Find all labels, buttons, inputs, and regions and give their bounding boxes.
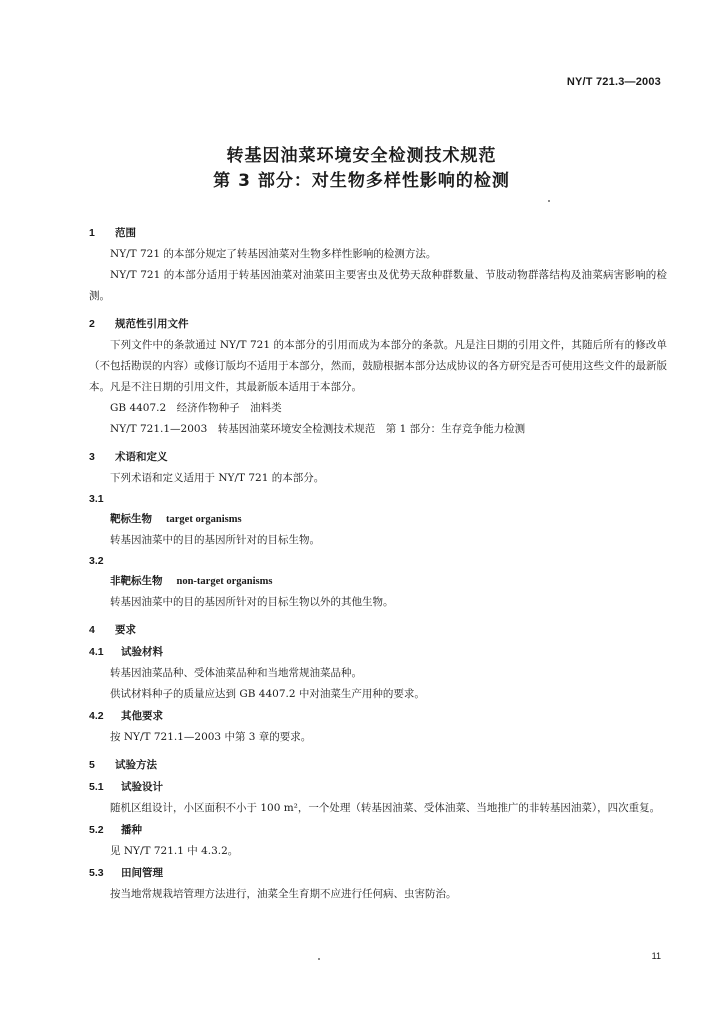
term-entry — [89, 509, 667, 530]
section-number: 3 — [89, 451, 95, 463]
subsection-heading — [89, 641, 667, 663]
section-number: 1 — [89, 227, 95, 239]
section-title: 要求 — [115, 624, 136, 636]
paragraph: 供试材料种子的质量应达到 GB 4407.2 中对油菜生产用种的要求。 — [110, 688, 425, 700]
subsection-title: 试验设计 — [121, 781, 163, 793]
standard-code: NY/T 721.3—2003 — [566, 76, 661, 88]
term-entry — [89, 571, 667, 592]
term-number: 3.2 — [89, 555, 104, 567]
term-en: target organisms — [166, 514, 242, 525]
section-title: 试验方法 — [115, 759, 157, 771]
paragraph: 随机区组设计，小区面积不小于 100 m²，一个处理（转基因油菜、受体油菜、当地推广的非转基因油菜），四次重复。 — [110, 802, 661, 814]
reference-item: NY/T 721.1—2003 转基因油菜环境安全检测技术规范 第 1 部分：生存竞争能力检测 — [110, 423, 526, 435]
section-title: 术语和定义 — [115, 451, 168, 463]
term-zh: 非靶标生物 — [110, 575, 163, 587]
term-en: non-target organisms — [176, 576, 273, 587]
subsection-heading — [89, 705, 667, 727]
section-number: 2 — [89, 318, 95, 330]
scan-speck — [548, 200, 550, 202]
term-zh: 靶标生物 — [110, 513, 152, 525]
subsection-heading — [89, 776, 667, 798]
paragraph: 下列术语和定义适用于 NY/T 721 的本部分。 — [110, 472, 325, 484]
paragraph: 转基因油菜品种、受体油菜品种和当地常规油菜品种。 — [110, 667, 362, 679]
subsection-title: 其他要求 — [121, 710, 163, 722]
subsection-title: 田间管理 — [121, 867, 163, 879]
section-heading — [89, 619, 667, 641]
section-heading — [89, 754, 667, 776]
paragraph: 下列文件中的条款通过 NY/T 721 的本部分的引用而成为本部分的条款。凡是注日期的引用文件，其随后所有的修改单（不包括勘误的内容）或修订版均不适用于本部分，然而，鼓励根据本部分达成协议的各方研究是否可使用这些文件的最新版本。凡是不注日期的引用文件，其最新版本适用于本部分。 — [89, 339, 667, 393]
paragraph: 按 NY/T 721.1—2003 中第 3 章的要求。 — [110, 731, 312, 743]
subsection-number: 5.3 — [89, 867, 104, 879]
document-body — [89, 222, 667, 905]
section-heading — [89, 222, 667, 244]
subsection-heading — [89, 819, 667, 841]
subsection-number: 5.1 — [89, 781, 104, 793]
section-title: 范围 — [115, 227, 136, 239]
subsection-number: 4.1 — [89, 646, 104, 658]
document-title: 转基因油菜环境安全检测技术规范 — [226, 146, 497, 166]
term-definition: 转基因油菜中的目的基因所针对的目标生物以外的其他生物。 — [110, 596, 394, 608]
subsection-number: 5.2 — [89, 824, 104, 836]
subsection-number: 4.2 — [89, 710, 104, 722]
section-number: 4 — [89, 624, 95, 636]
term-number: 3.1 — [89, 493, 104, 505]
page-number: 11 — [651, 951, 661, 961]
paragraph: NY/T 721 的本部分规定了转基因油菜对生物多样性影响的检测方法。 — [110, 248, 437, 260]
paragraph: 按当地常规栽培管理方法进行，油菜全生育期不应进行任何病、虫害防治。 — [110, 888, 457, 900]
section-heading — [89, 313, 667, 335]
reference-item: GB 4407.2 经济作物种子 油料类 — [110, 402, 282, 414]
paragraph: NY/T 721 的本部分适用于转基因油菜对油菜田主要害虫及优势天敌种群数量、节肢动物群落结构及油菜病害影响的检测。 — [89, 269, 667, 302]
paragraph: 见 NY/T 721.1 中 4.3.2。 — [110, 845, 239, 857]
subsection-title: 试验材料 — [121, 646, 163, 658]
subsection-title: 播种 — [121, 824, 142, 836]
document-subtitle: 第 3 部分：对生物多样性影响的检测 — [213, 171, 510, 191]
section-heading — [89, 446, 667, 468]
term-definition: 转基因油菜中的目的基因所针对的目标生物。 — [110, 534, 320, 546]
scan-speck — [318, 958, 320, 960]
section-number: 5 — [89, 759, 95, 771]
subsection-heading — [89, 862, 667, 884]
section-title: 规范性引用文件 — [115, 318, 189, 330]
